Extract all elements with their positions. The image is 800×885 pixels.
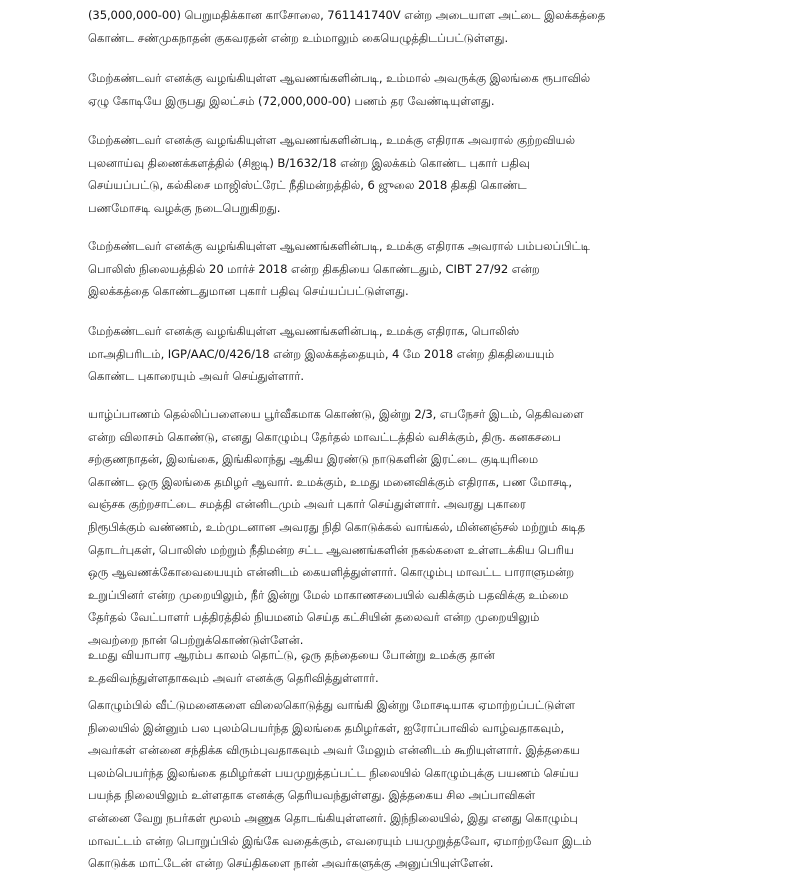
text-line: கொழும்பில் வீட்டுமனைகளை விலைகொடுத்து வாங்கி இன்று மோசடியாக ஏமாற்றப்பட்டுள்ள bbox=[88, 698, 575, 712]
paragraph-cid-complaint bbox=[88, 129, 728, 219]
text-line: ஏழு கோடியே இருபது இலட்சம் (72,000,000-00) பணம் தர வேண்டியுள்ளது. bbox=[88, 93, 495, 108]
text-line: இலக்கத்தை கொண்டதுமான புகார் பதிவு செய்யப்பட்டுள்ளது. bbox=[88, 284, 409, 299]
text-line: உமது வியாபார ஆரம்ப காலம் தொட்டு, ஒரு தந்தையை போன்று உமக்கு தான் bbox=[88, 648, 495, 662]
text-line: மாவட்டம் என்ற பொறுப்பில் இங்கே வதைக்கும், எவரையும் பயமுறுத்தவோ, ஏமாற்றவோ இடம் bbox=[88, 833, 592, 848]
text-line: வஞ்சக குற்றசாட்டை சமத்தி என்னிடமும் அவர் புகார் செய்துள்ளார். அவரது புகாரை bbox=[88, 497, 526, 512]
text-line: (35,000,000-00) பெறுமதிக்கான காசோலை, 761141740V என்ற அடையாள அட்டை இலக்கத்தை bbox=[88, 8, 606, 22]
text-line: மாஅதிபரிடம், IGP/AAC/0/426/18 என்ற இலக்கத்தையும், 4 மே 2018 என்ற திகதியையும் bbox=[88, 346, 555, 361]
text-line: பொலிஸ் நிலையத்தில் 20 மார்ச் 2018 என்ற திகதியை கொண்டதும், CIBT 27/92 என்ற bbox=[88, 261, 540, 276]
text-line: மேற்கண்டவர் எனக்கு வழங்கியுள்ள ஆவணங்களின்படி, உம்மால் அவருக்கு இலங்கை ரூபாவில் bbox=[88, 71, 591, 85]
text-line: யாழ்ப்பாணம் தெல்லிப்பளையை பூர்வீகமாக கொண்டு, இன்று 2/3, எபநேசர் இடம், தெகிவளை bbox=[88, 407, 584, 421]
paragraph-diaspora-victims bbox=[88, 694, 728, 875]
text-line: நிரூபிக்கும் வண்ணம், உம்முடனான அவரது நிதி கொடுக்கல் வாங்கல், மின்னஞ்சல் மற்றும் கடித bbox=[88, 519, 586, 534]
text-line: நிலையில் இன்னும் பல புலம்பெயர்ந்த இலங்கை தமிழர்கள், ஐரோப்பாவில் வாழ்வதாகவும், bbox=[88, 720, 565, 735]
paragraph-igp-complaint bbox=[88, 320, 728, 388]
text-line: உதவிவந்துள்ளதாகவும் அவர் எனக்கு தெரிவித்துள்ளார். bbox=[88, 670, 379, 685]
text-line: தொடர்புகள், பொலிஸ் மற்றும் நீதிமன்ற சட்ட ஆவணங்களின் நகல்களை உள்ளடக்கிய பெரிய bbox=[88, 542, 574, 557]
paragraph-cheque-signature bbox=[88, 4, 728, 49]
text-line: கொண்ட சண்முகநாதன் குகவரதன் என்ற உம்மாலும் கையெழுத்திடப்பட்டுள்ளது. bbox=[88, 30, 509, 45]
text-line: உறுப்பினர் என்ற முறையிலும், நீர் இன்று மேல் மாகாணசபையில் வகிக்கும் பதவிக்கு உம்மை bbox=[88, 587, 569, 602]
text-line: பணமோசடி வழக்கு நடைபெறுகிறது. bbox=[88, 200, 281, 215]
text-line: கொடுக்க மாட்டேன் என்ற செய்திகளை நான் அவர்களுக்கு அனுப்பியுள்ளேன். bbox=[88, 856, 494, 871]
text-line: புலனாய்வு திணைக்களத்தில் (சிஐடி) B/1632/18 என்ற இலக்கம் கொண்ட புகார் பதிவு bbox=[88, 155, 530, 170]
text-line: மேற்கண்டவர் எனக்கு வழங்கியுள்ள ஆவணங்களின்படி, உமக்கு எதிராக, பொலிஸ் bbox=[88, 324, 520, 338]
text-line: பயந்த நிலையிலும் உள்ளதாக எனக்கு தெரியவந்துள்ளது. இத்தகைய சில அப்பாவிகள் bbox=[88, 788, 536, 803]
paragraph-complainant-background bbox=[88, 403, 728, 652]
paragraph-bambalapitiya-complaint bbox=[88, 235, 728, 303]
text-line: ஒரு ஆவணக்கோவையையும் என்னிடம் கையளித்துள்ளார். கொழும்பு மாவட்ட பாராளுமன்ற bbox=[88, 565, 575, 580]
text-line: மேற்கண்டவர் எனக்கு வழங்கியுள்ள ஆவணங்களின்படி, உமக்கு எதிராக அவரால் குற்றவியல் bbox=[88, 133, 575, 147]
text-line: புலம்பெயர்ந்த இலங்கை தமிழர்கள் பயமுறுத்தப்பட்ட நிலையில் கொழும்புக்கு பயணம் செய்ய bbox=[88, 765, 579, 780]
text-line: கொண்ட புகாரையும் அவர் செய்துள்ளார். bbox=[88, 369, 304, 384]
text-line: அவற்றை நான் பெற்றுக்கொண்டுள்ளேன். bbox=[88, 632, 304, 647]
paragraph-fatherly-help bbox=[88, 644, 728, 689]
text-line: தேர்தல் வேட்பாளர் பத்திரத்தில் நியமனம் செய்த கட்சியின் தலைவர் என்ற முறையிலும் bbox=[88, 610, 540, 625]
text-line: கொண்ட ஒரு இலங்கை தமிழர் ஆவார். உமக்கும், உமது மனைவிக்கும் எதிராக, பண மோசடி, bbox=[88, 474, 572, 489]
text-line: சற்குணநாதன், இலங்கை, இங்கிலாந்து ஆகிய இரண்டு நாடுகளின் இரட்டை குடியுரிமை bbox=[88, 452, 539, 467]
text-line: என்னை வேறு நபர்கள் மூலம் அணுக தொடங்கியுள்ளனர். இந்நிலையில், இது எனது கொழும்பு bbox=[88, 810, 578, 825]
text-line: மேற்கண்டவர் எனக்கு வழங்கியுள்ள ஆவணங்களின்படி, உமக்கு எதிராக அவரால் பம்பலப்பிட்டி bbox=[88, 239, 590, 253]
text-line: அவர்கள் என்னை சந்திக்க விரும்புவதாகவும் அவர் மேலும் என்னிடம் கூறியுள்ளார். இத்தகைய bbox=[88, 743, 580, 758]
text-line: என்ற விலாசம் கொண்டு, எனது கொழும்பு தேர்தல் மாவட்டத்தில் வசிக்கும், திரு. கனகசபை bbox=[88, 429, 561, 444]
paragraph-amount-owed bbox=[88, 67, 728, 112]
text-line: செய்யப்பட்டு, கல்கிசை மாஜிஸ்ட்ரேட் நீதிமன்றத்தில், 6 ஜுலை 2018 திகதி கொண்ட bbox=[88, 178, 527, 193]
